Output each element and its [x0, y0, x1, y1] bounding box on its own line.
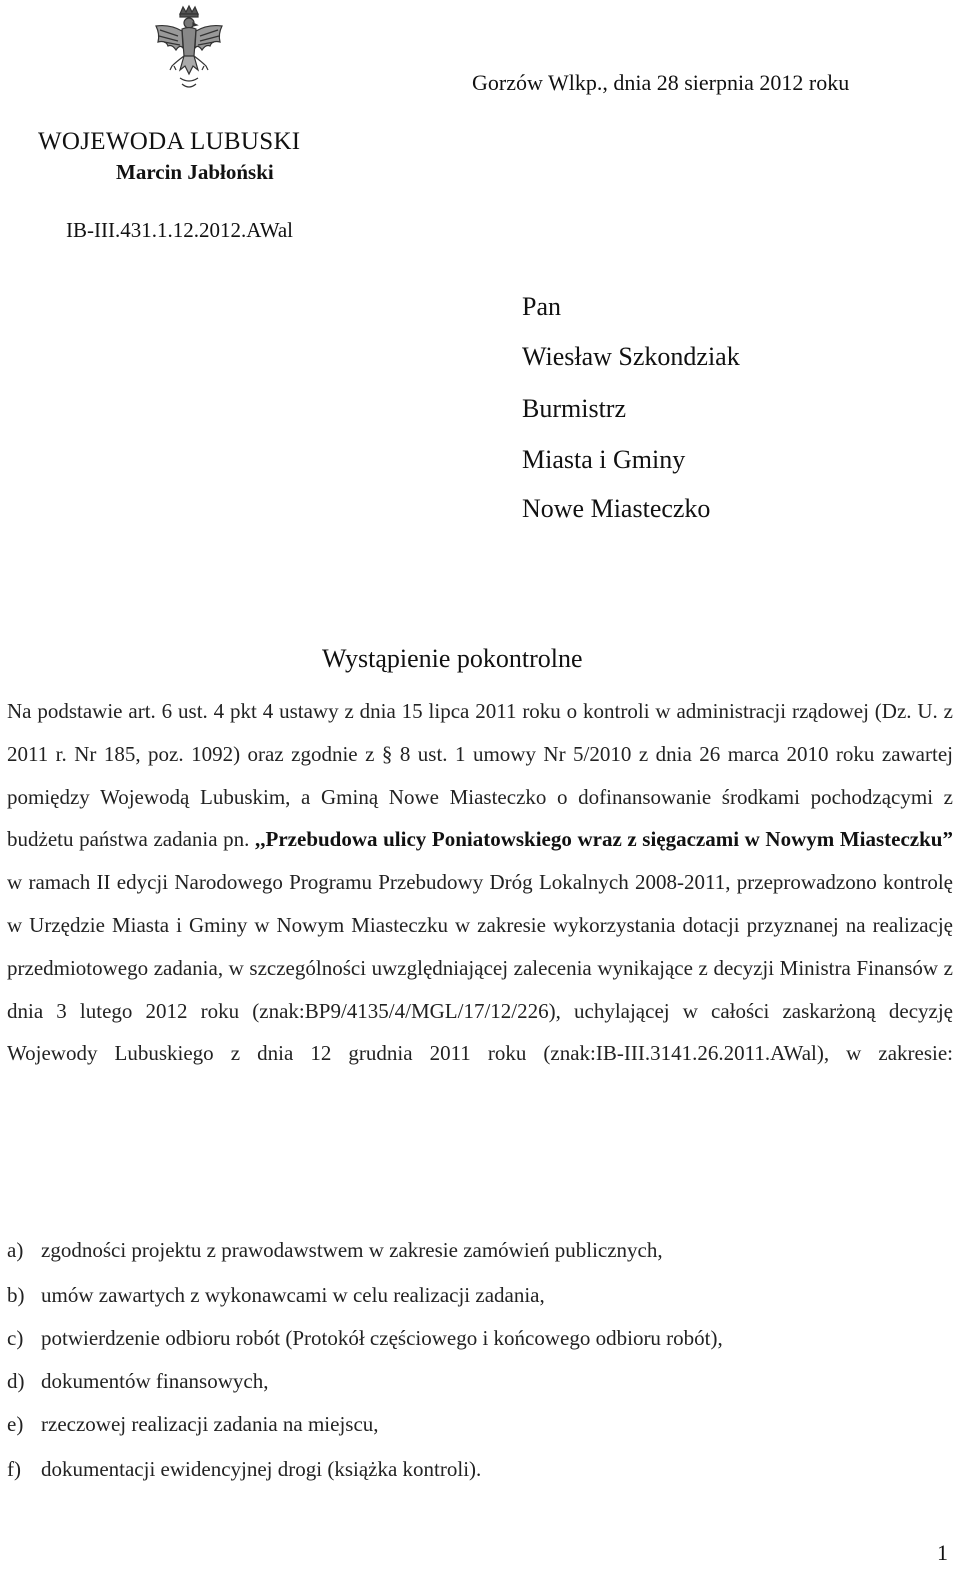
list-text: dokumentów finansowych, [41, 1369, 269, 1393]
letter-date: Gorzów Wlkp., dnia 28 sierpnia 2012 roku [472, 70, 850, 95]
list-text: umów zawartych z wykonawcami w celu realizacji zadania, [41, 1283, 545, 1307]
page-number: 1 [937, 1540, 948, 1565]
list-marker: e) [7, 1412, 24, 1436]
list-item [7, 1238, 663, 1263]
recipient-line: Miasta i Gminy [522, 445, 686, 474]
reference-number: IB-III.431.1.12.2012.AWal [66, 218, 294, 242]
document-title: Wystąpienie pokontrolne [322, 644, 583, 673]
list-item [7, 1283, 545, 1308]
list-item [7, 1457, 481, 1482]
list-marker: b) [7, 1283, 25, 1307]
body-rest: w ramach II edycji Narodowego Programu Przebudowy Dróg Lokalnych 2008-2011, przeprowadzono kontrolę w Urzędzie Miasta i Gminy w Nowym Miasteczku w zakresie wykorzystania dotacji przyznanej na realizację przedmiotowego zadania, w szczególności uwzględniającej zalecenia wynikające z decyzji Ministra Finansów z dnia 3 lutego 2012 roku (znak:BP9/4135/4/MGL/17/12/226), uchylającej w całości zaskarżoną decyzję Wojewody Lubuskiego z dnia 12 grudnia 2011 roku (znak:IB-III.3141.26.2011.AWal), [7, 870, 953, 1066]
body-paragraph [7, 690, 953, 1075]
list-marker: c) [7, 1326, 24, 1350]
scope-intro: w zakresie: [846, 1041, 953, 1066]
list-marker: f) [7, 1457, 21, 1481]
list-marker: d) [7, 1369, 25, 1393]
recipient-line: Nowe Miasteczko [522, 494, 711, 523]
list-item [7, 1326, 723, 1351]
recipient-line: Pan [522, 292, 561, 321]
project-name: ,,Przebudowa ulicy Poniatowskiego wraz z sięgaczami w Nowym Miasteczku” [255, 827, 953, 852]
body-intro: Na podstawie art. 6 ust. 4 pkt 4 ustawy z dnia 15 lipca 2011 roku o kontroli w administracji rządowej (Dz. U. z 2011 r. Nr 185, poz. 1092) oraz zgodnie z § 8 ust. 1 umowy Nr 5/2010 z dnia 26 marca 2010 roku zawartej pomiędzy Wojewodą Lubuskim, a Gminą Nowe Miasteczko o dofinansowanie środkami pochodzącymi z budżetu państwa zadania pn. [7, 699, 953, 852]
list-text: rzeczowej realizacji zadania na miejscu, [41, 1412, 379, 1436]
polish-eagle-emblem-icon [150, 4, 228, 96]
list-marker: a) [7, 1238, 24, 1262]
recipient-line: Wiesław Szkondziak [522, 342, 740, 371]
recipient-line: Burmistrz [522, 394, 626, 423]
list-text: potwierdzenie odbioru robót (Protokół częściowego i końcowego odbioru robót), [41, 1326, 723, 1350]
list-item [7, 1412, 379, 1437]
list-item [7, 1369, 268, 1394]
list-text: zgodności projektu z prawodawstwem w zakresie zamówień publicznych, [41, 1238, 663, 1262]
sender-title: WOJEWODA LUBUSKI [38, 128, 301, 155]
sender-name: Marcin Jabłoński [116, 160, 274, 184]
list-text: dokumentacji ewidencyjnej drogi (książka kontroli). [41, 1457, 482, 1481]
